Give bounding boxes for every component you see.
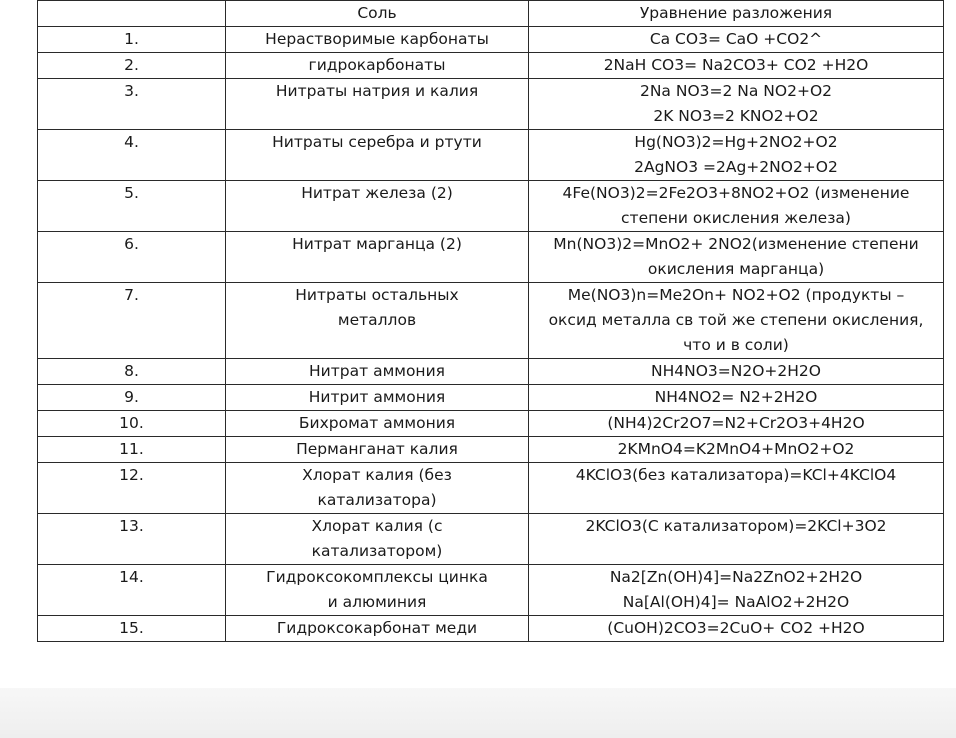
row-number: 1. xyxy=(38,27,226,53)
salt-line: Бихромат аммония xyxy=(298,414,456,432)
salt-cell xyxy=(226,463,529,514)
salt-line: гидрокарбонаты xyxy=(308,56,446,74)
salt-cell xyxy=(226,411,529,437)
table-row xyxy=(38,411,944,437)
equation-cell xyxy=(529,565,944,616)
salt-cell xyxy=(226,79,529,130)
row-number: 14. xyxy=(38,565,226,616)
salt-line: Нерастворимые карбонаты xyxy=(265,30,489,48)
header-row xyxy=(38,1,944,27)
salt-line: Нитраты натрия и калия xyxy=(275,82,479,100)
equation-line: Me(NO3)n=Me2On+ NO2+O2 (продукты – xyxy=(567,286,905,304)
salt-cell xyxy=(226,130,529,181)
table-row xyxy=(38,283,944,359)
equation-line: степени окисления железа) xyxy=(621,209,851,227)
row-number: 2. xyxy=(38,53,226,79)
salt-cell xyxy=(226,27,529,53)
row-number: 11. xyxy=(38,437,226,463)
row-number: 6. xyxy=(38,232,226,283)
bottom-shade xyxy=(0,688,956,738)
table-row xyxy=(38,130,944,181)
header-salt: Соль xyxy=(226,1,529,27)
equation-cell xyxy=(529,616,944,642)
equation-line: 4KClO3(без катализатора)=KCl+4KClO4 xyxy=(575,466,897,484)
salt-line: Хлорат калия (с xyxy=(311,517,443,535)
equation-line: NH4NO2= N2+2H2O xyxy=(654,388,818,406)
equation-cell xyxy=(529,514,944,565)
salt-cell xyxy=(226,565,529,616)
equation-cell xyxy=(529,27,944,53)
equation-line: 2AgNO3 =2Ag+2NO2+O2 xyxy=(634,158,838,176)
equation-line: Na2[Zn(OH)4]=Na2ZnO2+2H2O xyxy=(609,568,863,586)
salt-line: катализатором) xyxy=(311,542,443,560)
equation-cell xyxy=(529,130,944,181)
table-row xyxy=(38,232,944,283)
equation-line: Mn(NO3)2=MnO2+ 2NO2(изменение степени xyxy=(553,235,919,253)
table-body xyxy=(38,27,944,642)
salt-line: Нитраты остальных xyxy=(295,286,459,304)
row-number: 15. xyxy=(38,616,226,642)
equation-line: что и в соли) xyxy=(683,336,789,354)
row-number: 8. xyxy=(38,359,226,385)
equation-cell xyxy=(529,53,944,79)
salt-cell xyxy=(226,359,529,385)
table-row xyxy=(38,27,944,53)
equation-cell xyxy=(529,437,944,463)
table-row xyxy=(38,463,944,514)
equation-line: окисления марганца) xyxy=(647,260,825,278)
salt-line: Перманганат калия xyxy=(296,440,458,458)
salt-cell xyxy=(226,385,529,411)
salt-line: металлов xyxy=(337,311,417,329)
equation-cell xyxy=(529,181,944,232)
equation-line: оксид металла св той же степени окисления, xyxy=(548,311,924,329)
equation-line: 2KMnO4=K2MnO4+MnO2+O2 xyxy=(617,440,855,458)
salt-cell xyxy=(226,616,529,642)
salt-cell xyxy=(226,437,529,463)
decomposition-table xyxy=(37,0,944,642)
salt-cell xyxy=(226,283,529,359)
table-row xyxy=(38,565,944,616)
equation-line: (CuOH)2CO3=2CuO+ CO2 +H2O xyxy=(607,619,865,637)
salt-line: Гидроксокарбонат меди xyxy=(276,619,478,637)
salt-cell xyxy=(226,514,529,565)
salt-cell xyxy=(226,53,529,79)
equation-line: 2NaH CO3= Na2CO3+ CO2 +H2O xyxy=(603,56,869,74)
equation-line: 2KClO3(С катализатором)=2KCl+3O2 xyxy=(585,517,887,535)
equation-line: Ca CO3= CaO +CO2^ xyxy=(649,30,823,48)
table-row xyxy=(38,359,944,385)
equation-cell xyxy=(529,283,944,359)
equation-cell xyxy=(529,232,944,283)
equation-line: (NH4)2Cr2O7=N2+Cr2O3+4H2O xyxy=(607,414,865,432)
equation-cell xyxy=(529,385,944,411)
salt-line: Нитрат марганца (2) xyxy=(292,235,462,253)
header-equation: Уравнение разложения xyxy=(529,1,944,27)
equation-line: 2K NO3=2 KNO2+O2 xyxy=(653,107,819,125)
table-row xyxy=(38,514,944,565)
salt-line: и алюминия xyxy=(327,593,427,611)
header-number xyxy=(38,1,226,27)
row-number: 13. xyxy=(38,514,226,565)
salt-line: Нитрат железа (2) xyxy=(301,184,453,202)
row-number: 3. xyxy=(38,79,226,130)
equation-line: Hg(NO3)2=Hg+2NO2+O2 xyxy=(634,133,838,151)
equation-cell xyxy=(529,411,944,437)
table-row xyxy=(38,79,944,130)
equation-line: 2Na NO3=2 Na NO2+O2 xyxy=(639,82,833,100)
salt-line: Гидроксокомплексы цинка xyxy=(266,568,488,586)
row-number: 12. xyxy=(38,463,226,514)
equation-line: NH4NO3=N2O+2H2O xyxy=(651,362,821,380)
row-number: 5. xyxy=(38,181,226,232)
table-row xyxy=(38,437,944,463)
row-number: 4. xyxy=(38,130,226,181)
table-row xyxy=(38,53,944,79)
table-row xyxy=(38,385,944,411)
equation-cell xyxy=(529,79,944,130)
row-number: 9. xyxy=(38,385,226,411)
equation-line: 4Fe(NO3)2=2Fe2O3+8NO2+O2 (изменение xyxy=(562,184,910,202)
salt-cell xyxy=(226,232,529,283)
salt-line: Хлорат калия (без xyxy=(302,466,452,484)
equation-cell xyxy=(529,463,944,514)
row-number: 7. xyxy=(38,283,226,359)
salt-line: Нитрат аммония xyxy=(309,362,445,380)
salt-cell xyxy=(226,181,529,232)
table-row xyxy=(38,616,944,642)
equation-cell xyxy=(529,359,944,385)
salt-line: Нитрит аммония xyxy=(308,388,446,406)
salt-line: Нитраты серебра и ртути xyxy=(272,133,482,151)
table-row xyxy=(38,181,944,232)
row-number: 10. xyxy=(38,411,226,437)
salt-line: катализатора) xyxy=(317,491,437,509)
equation-line: Na[Al(OH)4]= NaAlO2+2H2O xyxy=(622,593,850,611)
